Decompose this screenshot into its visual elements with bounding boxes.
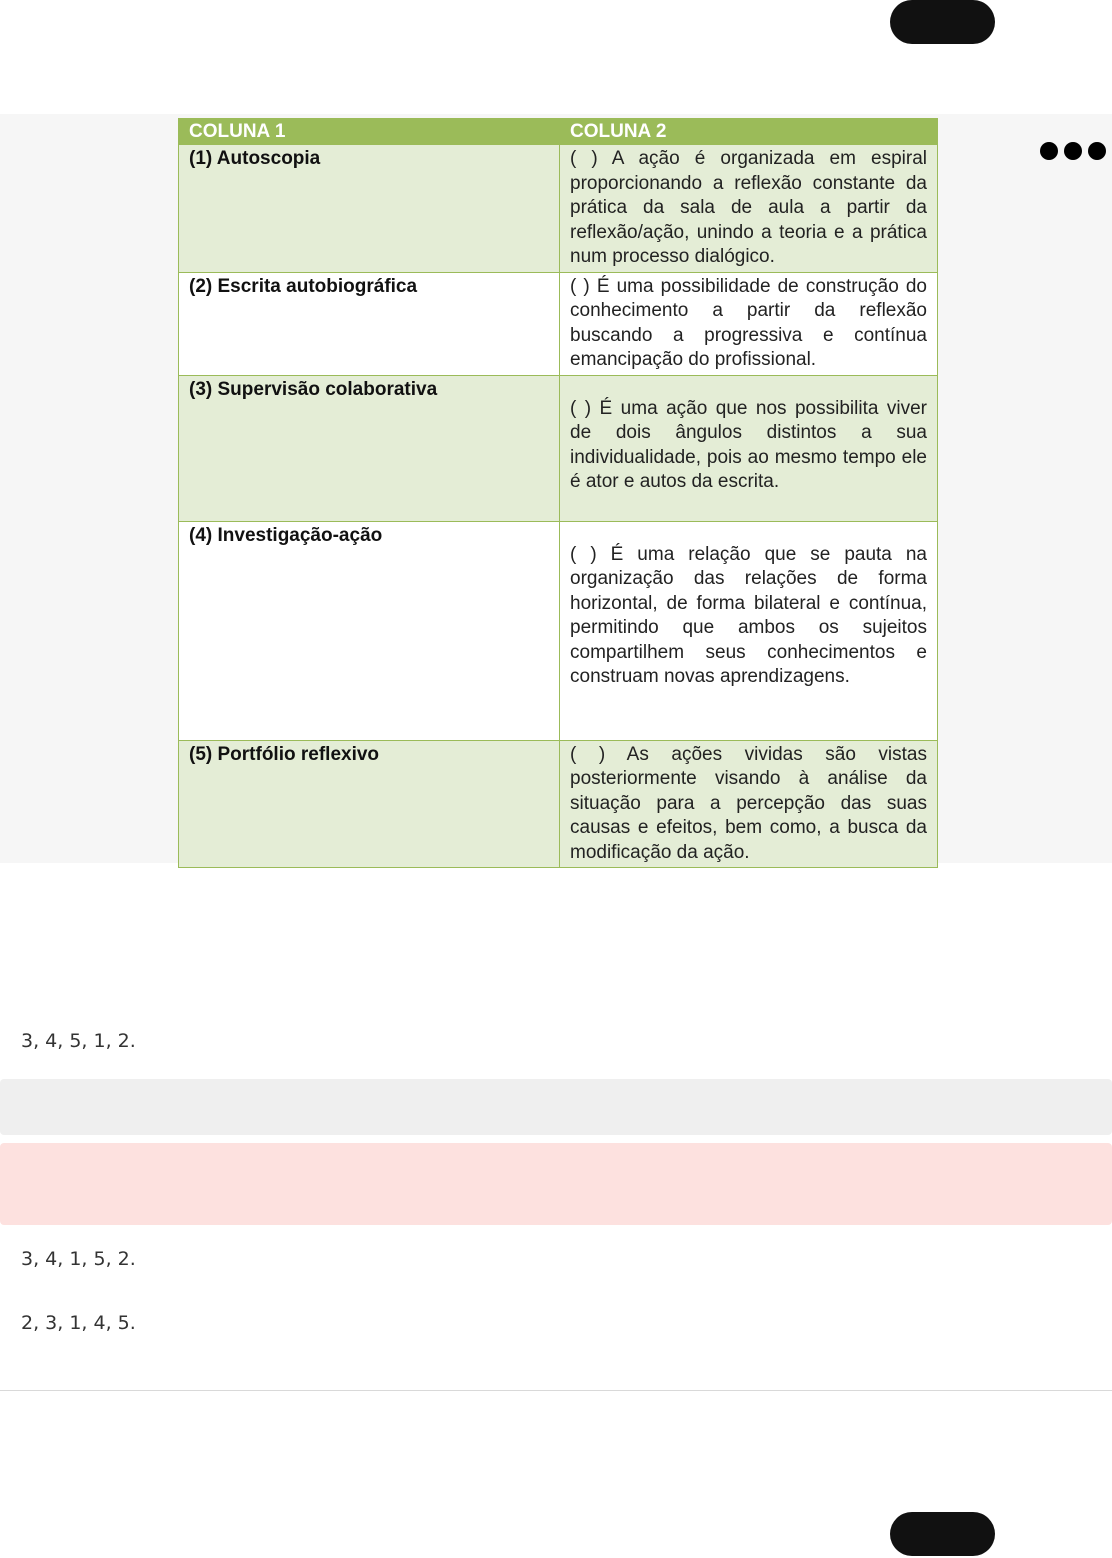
answer-option-label: 3, 4, 1, 5, 2. xyxy=(21,1248,136,1270)
term-cell: (3) Supervisão colaborativa xyxy=(179,375,560,521)
bottom-pill-button[interactable] xyxy=(890,1512,995,1556)
column-2-header: COLUNA 2 xyxy=(560,119,938,145)
description-cell: ( ) É uma relação que se pauta na organização das relações de forma horizontal, de forma bilateral e contínua, permitindo que ambos os sujeitos compartilhem seus conhecimentos e construam novas aprendizagens. xyxy=(560,521,938,740)
answer-option-label: 3, 4, 5, 1, 2. xyxy=(21,1030,136,1052)
description-cell: ( ) A ação é organizada em espiral proporcionando a reflexão constante da prática da sala de aula a partir da reflexão/ação, unindo a teoria e a prática num processo dialógico. xyxy=(560,145,938,273)
description-cell: ( ) As ações vividas são vistas posteriormente visando à análise da situação para a percepção das suas causas e efeitos, bem como, a busca da modificação da ação. xyxy=(560,740,938,868)
description-cell: ( ) É uma ação que nos possibilita viver de dois ângulos distintos a sua individualidade, pois ao mesmo tempo ele é ator e autos da escrita. xyxy=(560,375,938,521)
columns-table xyxy=(178,118,938,868)
table-row xyxy=(179,375,938,521)
table-row xyxy=(179,272,938,375)
term-cell: (1) Autoscopia xyxy=(179,145,560,273)
top-pill-button[interactable] xyxy=(890,0,995,44)
term-cell: (2) Escrita autobiográfica xyxy=(179,272,560,375)
table-header-row xyxy=(179,119,938,145)
table-row xyxy=(179,145,938,273)
more-options-button[interactable] xyxy=(1040,142,1112,160)
more-horizontal-icon xyxy=(1040,142,1058,160)
term-cell: (4) Investigação-ação xyxy=(179,521,560,740)
term-cell: (5) Portfólio reflexivo xyxy=(179,740,560,868)
more-horizontal-icon xyxy=(1088,142,1106,160)
more-horizontal-icon xyxy=(1064,142,1082,160)
table-row xyxy=(179,740,938,868)
column-1-header: COLUNA 1 xyxy=(179,119,560,145)
divider xyxy=(0,1390,1112,1391)
answer-option-blank[interactable] xyxy=(0,1079,1112,1135)
answer-option-wrong[interactable] xyxy=(0,1143,1112,1225)
table-row xyxy=(179,521,938,740)
description-cell: ( ) É uma possibilidade de construção do conhecimento a partir da reflexão buscando a progressiva e contínua emancipação do profissional. xyxy=(560,272,938,375)
answer-option-label: 2, 3, 1, 4, 5. xyxy=(21,1312,136,1334)
